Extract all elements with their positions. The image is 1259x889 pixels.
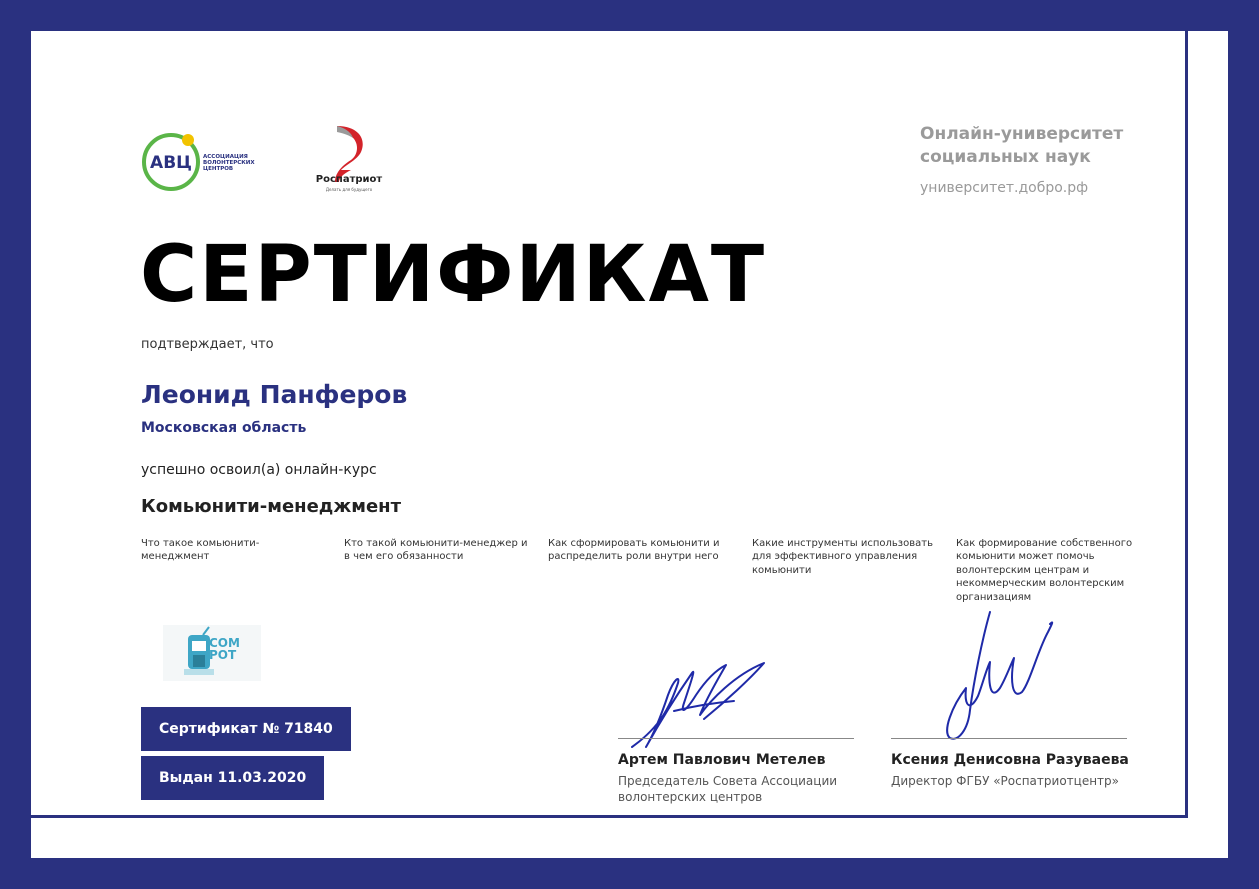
completed-text: успешно освоил(а) онлайн-курс <box>141 462 377 478</box>
signer-role: Председатель Совета Ассоциации волонтерских центров <box>618 774 838 804</box>
course-topic: Какие инструменты использовать для эффективного управления комьюнити <box>752 538 933 576</box>
course-topic: Как формирование собственного комьюнити может помочь волонтерским центрам и некоммерческим волонтерским организациям <box>956 538 1133 603</box>
confirms-text: подтверждает, что <box>141 337 274 352</box>
avc-logo <box>141 130 256 194</box>
university-title: Онлайн-университет социальных наук <box>920 124 1124 167</box>
course-topic: Кто такой комьюнити-менеджер и в чем его обязанности <box>344 538 528 563</box>
signature-line-right <box>891 738 1127 739</box>
certificate-number-badge: Сертификат № 71840 <box>141 707 351 751</box>
certificate-heading: СЕРТИФИКАТ <box>140 230 767 320</box>
rospatriot-name: Роспатриот <box>315 174 383 185</box>
svg-text:АССОЦИАЦИЯ: АССОЦИАЦИЯ <box>203 154 248 160</box>
course-topic: Что такое комьюнити-менеджмент <box>141 538 260 563</box>
compot-logo-text: COM POT <box>209 636 240 662</box>
course-topic: Как сформировать комьюнити и распределить роли внутри него <box>548 538 720 563</box>
svg-text:ВОЛОНТЕРСКИХ: ВОЛОНТЕРСКИХ <box>203 160 255 166</box>
signature-right <box>930 610 1055 750</box>
course-topics <box>141 537 1151 607</box>
signer-name: Ксения Денисовна Разуваева <box>891 752 1129 768</box>
recipient-name: Леонид Панферов <box>141 380 408 409</box>
signature-line-left <box>618 738 854 739</box>
signer-role: Директор ФГБУ «Роспатриотцентр» <box>891 774 1119 788</box>
svg-text:АВЦ: АВЦ <box>150 153 192 173</box>
university-url[interactable]: университет.добро.рф <box>920 180 1089 196</box>
svg-text:ЦЕНТРОВ: ЦЕНТРОВ <box>203 166 234 172</box>
issue-date-badge: Выдан 11.03.2020 <box>141 756 324 800</box>
rospatriot-logo <box>311 124 387 196</box>
signer-name: Артем Павлович Метелев <box>618 752 826 768</box>
rospatriot-tagline: Делать для будущего <box>325 187 373 192</box>
signature-left <box>630 655 780 760</box>
course-title: Комьюнити-менеджмент <box>141 496 402 517</box>
recipient-region: Московская область <box>141 420 307 436</box>
